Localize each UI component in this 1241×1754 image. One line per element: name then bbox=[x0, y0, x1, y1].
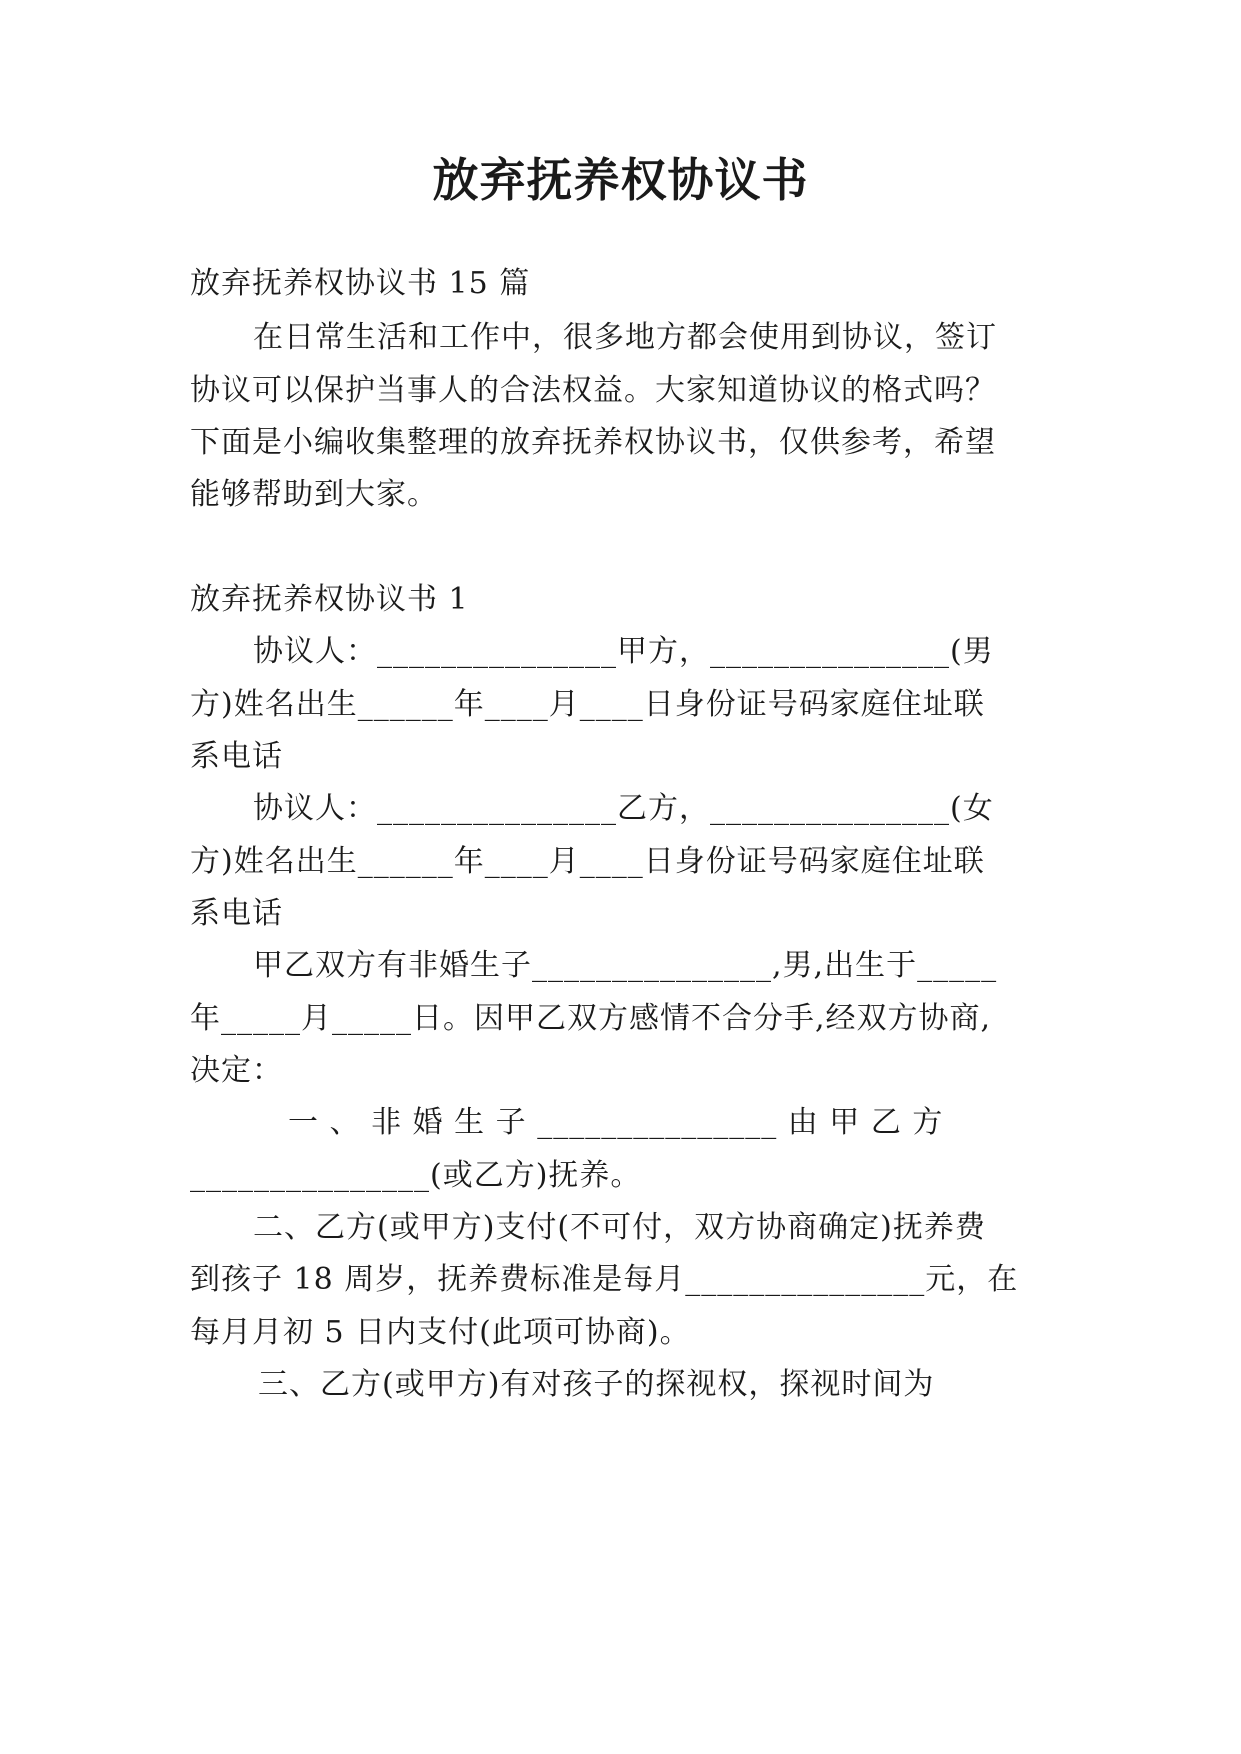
intro-line: 能够帮助到大家。 bbox=[190, 477, 438, 512]
child-line: 甲乙双方有非婚生子_______________,男,出生于_____ bbox=[253, 948, 998, 983]
party-b-line: 协议人：_______________乙方，_______________(女 bbox=[253, 791, 994, 826]
section-heading: 放弃抚养权协议书 1 bbox=[190, 582, 469, 617]
intro-line: 在日常生活和工作中，很多地方都会使用到协议，签订 bbox=[253, 320, 997, 355]
child-line: 决定： bbox=[190, 1053, 283, 1088]
subtitle: 放弃抚养权协议书 15 篇 bbox=[190, 266, 531, 301]
party-b-line: 方)姓名出生______年____月____日身份证号码家庭住址联 bbox=[190, 844, 985, 879]
clause-2-line: 每月月初 5 日内支付(此项可协商)。 bbox=[190, 1315, 691, 1350]
document-title: 放弃抚养权协议书 bbox=[432, 153, 809, 207]
child-line: 年_____月_____日。因甲乙双方感情不合分手,经双方协商, bbox=[190, 1001, 992, 1036]
clause-1-line: _______________(或乙方)抚养。 bbox=[190, 1158, 642, 1193]
party-a-line: 系电话 bbox=[190, 739, 283, 774]
intro-line: 下面是小编收集整理的放弃抚养权协议书，仅供参考，希望 bbox=[190, 425, 996, 460]
clause-2-line: 二、乙方(或甲方)支付(不可付，双方协商确定)抚养费 bbox=[253, 1210, 986, 1245]
clause-2-line: 到孩子 18 周岁，抚养费标准是每月_______________元，在 bbox=[190, 1262, 1019, 1297]
party-a-line: 方)姓名出生______年____月____日身份证号码家庭住址联 bbox=[190, 687, 985, 722]
party-b-line: 系电话 bbox=[190, 896, 283, 931]
party-a-line: 协议人：_______________甲方，_______________(男 bbox=[253, 634, 994, 669]
clause-3-line: 三、乙方(或甲方)有对孩子的探视权，探视时间为 bbox=[258, 1367, 935, 1402]
intro-line: 协议可以保护当事人的合法权益。大家知道协议的格式吗？ bbox=[190, 373, 996, 408]
clause-1-line: 一 、 非 婚 生 子 _______________ 由 甲 乙 方 bbox=[288, 1105, 944, 1140]
